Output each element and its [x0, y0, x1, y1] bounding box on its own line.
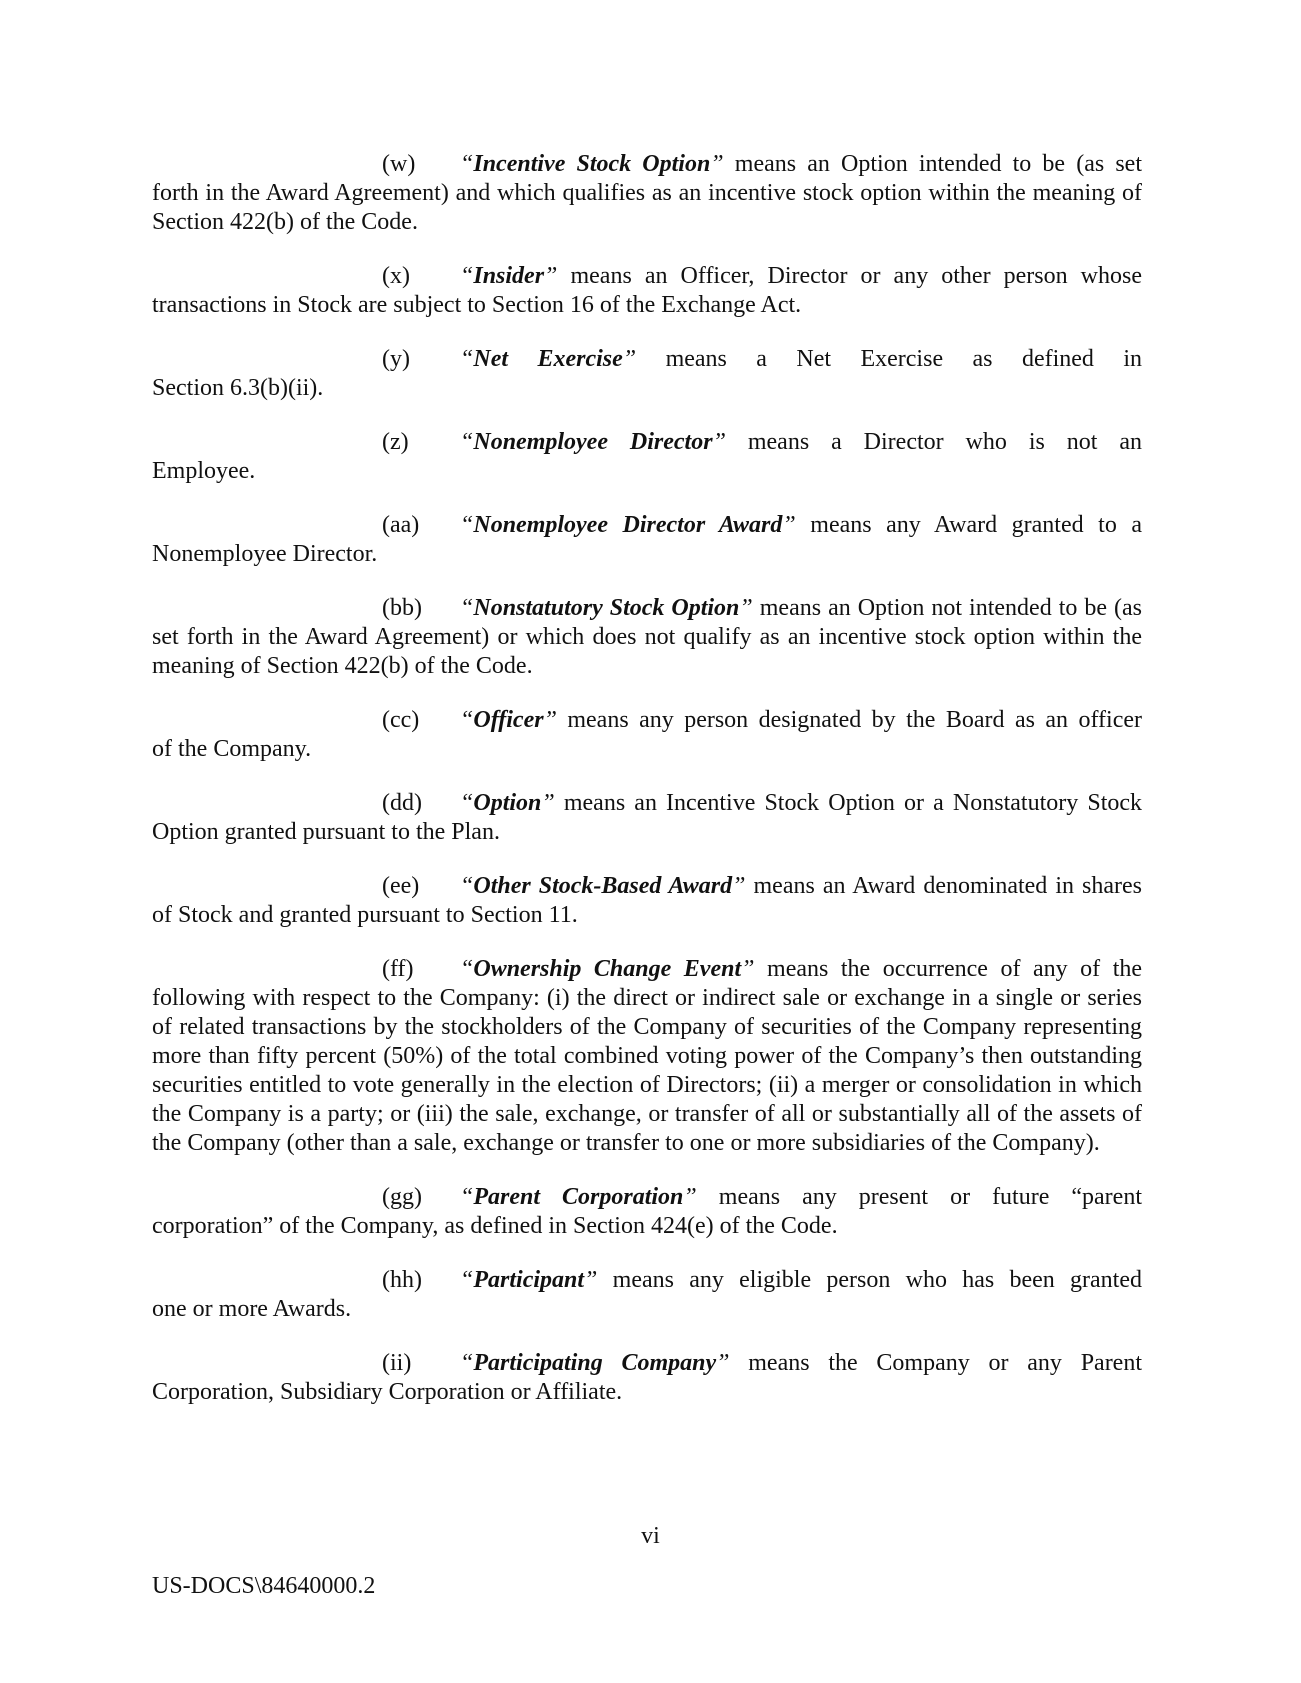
- definition-mark: (z): [382, 429, 409, 455]
- definition-continuation: Section 6.3(b)(ii).: [152, 375, 324, 401]
- definition-x: (x) “Insider” means an Officer, Director or any other person whose transactions in Stock are subject to Section 16 of the Exchange Act.: [152, 263, 1143, 318]
- definition-text: means any present or future “parent corporation” of the Company, as defined in Section 424(e) of the Code.: [152, 1184, 1142, 1239]
- definition-mark: (cc): [382, 707, 420, 733]
- definition-ee: (ee) “Other Stock-Based Award” means an Award denominated in shares of Stock and granted pursuant to Section 11.: [152, 873, 1142, 928]
- definition-continuation: Employee.: [152, 458, 256, 484]
- definition-text: means an Award denominated in shares of Stock and granted pursuant to Section 11.: [152, 873, 1142, 928]
- definitions-list: [152, 150, 1142, 1432]
- definition-text: means any person designated by the Board as an officer: [567, 707, 1142, 733]
- definition-text: means the occurrence of any of the following with respect to the Company: (i) the direct or indirect sale or exchange in a single or series of related transactions by the stockholders of the Company of securities of the Company representing more than fifty percent (50%) of the total combined voting power of the Company’s then outstanding securities entitled to vote generally in the election of Directors; (ii) a merger or consolidation in which the Company is a party; or (iii) the sale, exchange, or transfer of all or substantially all of the assets of the Company (other than a sale, exchange or transfer to one or more subsidiaries of the Company).: [152, 956, 1143, 1156]
- definition-gg: (gg) “Parent Corporation” means any present or future “parent corporation” of the Company, as defined in Section 424(e) of the Code.: [152, 1184, 1142, 1239]
- definition-mark: (bb): [382, 595, 422, 621]
- page-number: vi: [641, 1523, 660, 1549]
- definition-text: means an Incentive Stock Option or a Nonstatutory Stock Option granted pursuant to the Plan.: [152, 790, 1143, 845]
- definition-mark: (gg): [382, 1184, 422, 1210]
- definition-mark: (hh): [382, 1267, 422, 1293]
- definition-term: Nonemployee Director: [473, 429, 713, 455]
- definition-term: Participant: [473, 1267, 585, 1293]
- document-id: US-DOCS\84640000.2: [152, 1573, 376, 1599]
- definition-z: (z) “Nonemployee Director” means a Director who is not an Employee.: [152, 429, 1142, 484]
- definition-text: means a Net Exercise as defined in: [665, 346, 1143, 372]
- definition-cc: (cc) “Officer” means any person designated by the Board as an officer of the Company.: [152, 707, 1142, 762]
- definition-hh: (hh) “Participant” means any eligible person who has been granted one or more Awards.: [152, 1267, 1142, 1322]
- definition-term: Incentive Stock Option: [473, 151, 711, 177]
- definition-mark: (dd): [382, 790, 422, 816]
- definition-term: Net Exercise: [473, 346, 623, 372]
- definition-mark: (x): [382, 263, 410, 289]
- definition-text: means an Option not intended to be (as set forth in the Award Agreement) or which does not qualify as an incentive stock option within the meaning of Section 422(b) of the Code.: [152, 595, 1143, 679]
- definition-text: means a Director who is not an: [747, 429, 1142, 455]
- definition-mark: (ff): [382, 956, 414, 982]
- definition-text: means the Company or any Parent Corporation, Subsidiary Corporation or Affiliate.: [152, 1350, 1143, 1405]
- definition-term: Parent Corporation: [473, 1184, 684, 1210]
- definition-mark: (y): [382, 346, 410, 372]
- definition-term: Officer: [473, 707, 544, 733]
- definition-y: (y) “Net Exercise” means a Net Exercise as defined in Section 6.3(b)(ii).: [152, 346, 1143, 401]
- definition-text: means any eligible person who has been granted: [612, 1267, 1142, 1293]
- definition-text: means an Officer, Director or any other person whose transactions in Stock are subject to Section 16 of the Exchange Act.: [152, 263, 1143, 318]
- definition-mark: (ee): [382, 873, 420, 899]
- definition-mark: (ii): [382, 1350, 412, 1376]
- definition-ii: (ii) “Participating Company” means the Company or any Parent Corporation, Subsidiary Corporation or Affiliate.: [152, 1350, 1143, 1405]
- definition-ff: (ff) “Ownership Change Event” means the occurrence of any of the following with respect to the Company: (i) the direct or indirect sale or exchange in a single or series of related transactions by the stockholders of the Company of securities of the Company representing more than fifty percent (50%) of the total combined voting power of the Company’s then outstanding securities entitled to vote generally in the election of Directors; (ii) a merger or consolidation in which the Company is a party; or (iii) the sale, exchange, or transfer of all or substantially all of the assets of the Company (other than a sale, exchange or transfer to one or more subsidiaries of the Company).: [152, 956, 1143, 1156]
- definition-term: Other Stock-Based Award: [473, 873, 733, 899]
- definition-mark: (aa): [382, 512, 420, 538]
- definition-term: Nonstatutory Stock Option: [473, 595, 740, 621]
- definition-term: Insider: [473, 263, 545, 289]
- definition-term: Option: [473, 790, 542, 816]
- definition-mark: (w): [382, 151, 416, 177]
- definition-text: means an Option intended to be (as set forth in the Award Agreement) and which qualifies as an incentive stock option within the meaning of Section 422(b) of the Code.: [152, 151, 1142, 235]
- definition-continuation: one or more Awards.: [152, 1296, 352, 1322]
- definition-term: Participating Company: [473, 1350, 717, 1376]
- definition-continuation: Nonemployee Director.: [152, 541, 378, 567]
- definition-continuation: of the Company.: [152, 736, 312, 762]
- definition-aa: (aa) “Nonemployee Director Award” means any Award granted to a Nonemployee Director.: [152, 512, 1143, 567]
- definition-term: Ownership Change Event: [473, 956, 742, 982]
- definition-w: (w) “Incentive Stock Option” means an Option intended to be (as set forth in the Award Agreement) and which qualifies as an incentive stock option within the meaning of Section 422(b) of the Code.: [152, 151, 1142, 235]
- definition-bb: (bb) “Nonstatutory Stock Option” means an Option not intended to be (as set forth in the Award Agreement) or which does not qualify as an incentive stock option within the meaning of Section 422(b) of the Code.: [152, 595, 1143, 679]
- definition-dd: (dd) “Option” means an Incentive Stock Option or a Nonstatutory Stock Option granted pursuant to the Plan.: [152, 790, 1143, 845]
- definition-term: Nonemployee Director Award: [473, 512, 783, 538]
- definition-text: means any Award granted to a: [810, 512, 1143, 538]
